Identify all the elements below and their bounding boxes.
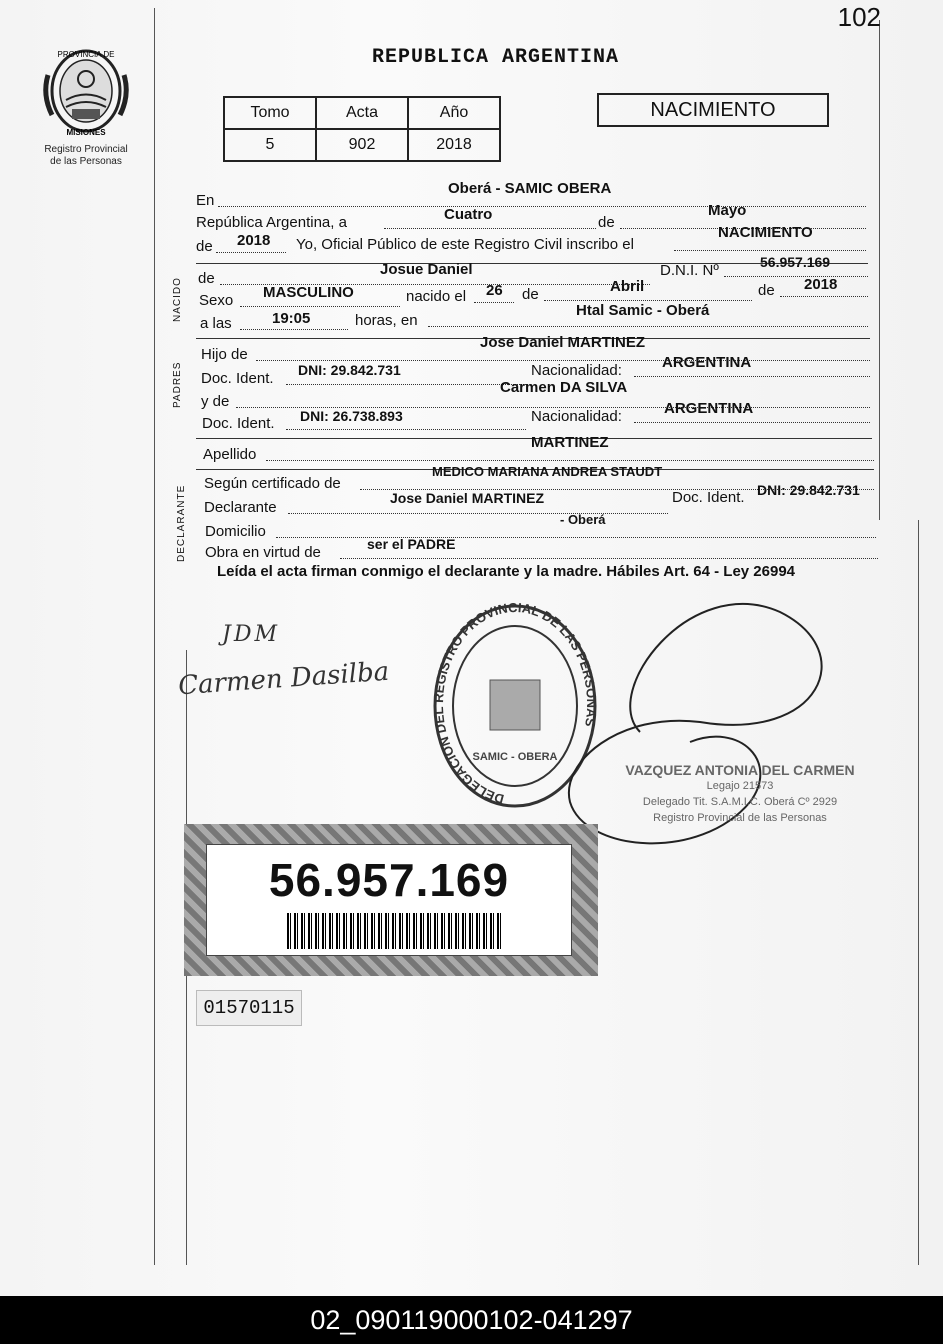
horas-label: horas, en bbox=[355, 312, 418, 329]
birth-place: Htal Samic - Oberá bbox=[576, 302, 710, 319]
y-de-label: y de bbox=[201, 393, 230, 410]
mother-doc-label: Doc. Ident. bbox=[202, 415, 275, 432]
record-value-tomo: 5 bbox=[224, 129, 316, 161]
registry-name: Registro Provincial de las Personas bbox=[44, 144, 128, 167]
document-title: REPUBLICA ARGENTINA bbox=[372, 46, 620, 69]
declarante-doc-label: Doc. Ident. bbox=[672, 489, 745, 506]
svg-text:PROVINCIA DE: PROVINCIA DE bbox=[57, 50, 115, 59]
father-doc: DNI: 29.842.731 bbox=[298, 362, 401, 378]
barcode-number: 56.957.169 bbox=[268, 854, 510, 906]
mother-nationality: ARGENTINA bbox=[664, 400, 754, 417]
official-block bbox=[610, 762, 870, 826]
birth-time: 19:05 bbox=[272, 310, 311, 327]
padres-section-label: PADRES bbox=[172, 361, 183, 408]
official-name: VAZQUEZ ANTONIA DEL CARMEN bbox=[625, 762, 855, 778]
record-table bbox=[223, 96, 501, 162]
father-doc-label: Doc. Ident. bbox=[201, 370, 274, 387]
declarante-label: Declarante bbox=[204, 499, 277, 516]
month-value: Mayo bbox=[708, 202, 747, 219]
nacido-section-label: NACIDO bbox=[172, 277, 183, 322]
signature-mother: Carmen Dasilba bbox=[177, 656, 391, 702]
official-role: Delegado Tit. S.A.M.I.C. Oberá Cº 2929 bbox=[642, 796, 838, 808]
de-year-label: de bbox=[196, 238, 213, 255]
record-header-tomo: Tomo bbox=[224, 97, 316, 129]
footer-scan-id: 02_090119000102-041297 bbox=[0, 1296, 943, 1344]
right-margin-line-lower bbox=[918, 520, 919, 1265]
svg-text:SAMIC - OBERA: SAMIC - OBERA bbox=[472, 751, 558, 763]
page-number: 102 bbox=[837, 2, 881, 32]
birth-de-label: de bbox=[522, 286, 539, 303]
small-control-code: 01570115 bbox=[196, 990, 302, 1026]
certificado-value: MEDICO MARIANA ANDREA STAUDT bbox=[432, 464, 663, 479]
official-legajo: Legajo 21573 bbox=[706, 780, 774, 792]
sexo-value: MASCULINO bbox=[263, 284, 354, 301]
en-label: En bbox=[196, 192, 215, 209]
svg-text:MISIONES: MISIONES bbox=[66, 128, 106, 137]
sexo-label: Sexo bbox=[199, 292, 234, 309]
birth-month: Abril bbox=[610, 278, 645, 295]
official-org: Registro Provincial de las Personas bbox=[653, 812, 827, 824]
barcode-label bbox=[184, 824, 598, 976]
event-value: NACIMIENTO bbox=[718, 224, 813, 241]
child-name: Josue Daniel bbox=[380, 261, 473, 278]
obra-value: ser el PADRE bbox=[367, 536, 456, 552]
closing-statement: Leída el acta firman conmigo el declarante y la madre. Hábiles Art. 64 - Ley 26994 bbox=[217, 563, 796, 580]
record-header-anio: Año bbox=[408, 97, 500, 129]
a-las-label: a las bbox=[200, 315, 232, 332]
registry-logo bbox=[36, 45, 136, 168]
child-dni: 56.957.169 bbox=[760, 254, 831, 270]
declarante-section-label: DECLARANTE bbox=[176, 484, 187, 562]
republica-label: República Argentina, a bbox=[196, 214, 347, 231]
dni-label: D.N.I. Nº bbox=[660, 262, 719, 279]
father-nac-label: Nacionalidad: bbox=[531, 362, 622, 379]
mother-nac-label: Nacionalidad: bbox=[531, 408, 622, 425]
nacido-de-label: de bbox=[198, 270, 215, 287]
right-margin-line bbox=[879, 20, 880, 520]
record-type-box: NACIMIENTO bbox=[597, 93, 829, 127]
provincial-seal-icon bbox=[36, 45, 136, 137]
barcode-bars bbox=[287, 913, 501, 949]
apellido-label: Apellido bbox=[203, 446, 257, 463]
birth-de-year-label: de bbox=[758, 282, 775, 299]
father-nationality: ARGENTINA bbox=[662, 354, 752, 371]
barcode-panel bbox=[206, 844, 572, 956]
year-value: 2018 bbox=[237, 232, 271, 249]
certificado-label: Según certificado de bbox=[204, 475, 341, 492]
birth-year: 2018 bbox=[804, 276, 838, 293]
declarante-doc: DNI: 29.842.731 bbox=[757, 482, 860, 498]
mother-name: Carmen DA SILVA bbox=[500, 379, 628, 396]
domicilio-value: - Oberá bbox=[560, 512, 606, 527]
place-value: Oberá - SAMIC OBERA bbox=[448, 180, 612, 197]
record-header-acta: Acta bbox=[316, 97, 408, 129]
apellido-value: MARTINEZ bbox=[531, 434, 609, 451]
de-label: de bbox=[598, 214, 615, 231]
birth-day: 26 bbox=[486, 282, 503, 299]
father-name: Jose Daniel MARTINEZ bbox=[480, 334, 646, 351]
day-value: Cuatro bbox=[444, 206, 493, 223]
record-value-anio: 2018 bbox=[408, 129, 500, 161]
svg-text:DELEGACION DEL REGISTRO PROVIN: DELEGACION DEL REGISTRO PROVINCIAL DE LAS PERSONAS bbox=[430, 600, 600, 807]
nacido-el-label: nacido el bbox=[406, 288, 467, 305]
obra-label: Obra en virtud de bbox=[205, 544, 321, 561]
signature-declarante: JDM bbox=[222, 622, 280, 647]
inscribo-text: Yo, Oficial Público de este Registro Civil inscribo el bbox=[296, 236, 634, 253]
record-value-acta: 902 bbox=[316, 129, 408, 161]
hijo-de-label: Hijo de bbox=[201, 346, 248, 363]
left-margin-line bbox=[154, 8, 155, 1265]
declarante-value: Jose Daniel MARTINEZ bbox=[390, 490, 545, 506]
mother-doc: DNI: 26.738.893 bbox=[300, 408, 403, 424]
domicilio-label: Domicilio bbox=[205, 523, 266, 540]
